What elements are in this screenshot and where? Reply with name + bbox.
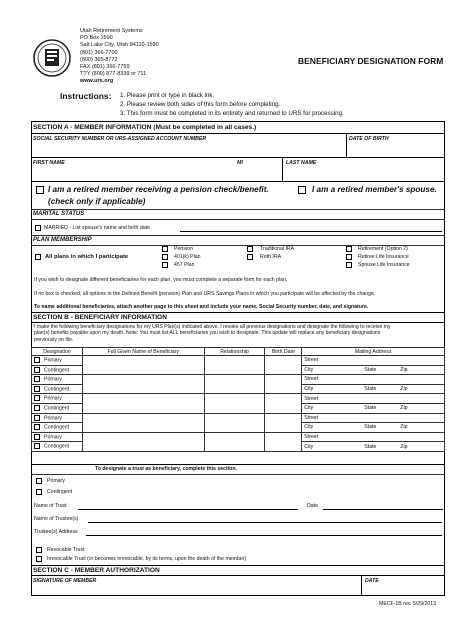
note-additional: To name additional beneficiaries, attach another page to this sheet and include your name, Social Security number, date, and signature. [34, 304, 369, 310]
city-state-zip-field[interactable] [302, 365, 445, 375]
zip-label: Zip [400, 386, 408, 393]
mi-label: MI [237, 160, 243, 166]
contingent-label: Contingent [44, 424, 70, 431]
city-state-zip-field[interactable] [302, 442, 445, 452]
traditional-ira-checkbox[interactable] [247, 246, 253, 252]
signature-date-label: DATE [365, 578, 379, 584]
relationship-field[interactable] [204, 394, 265, 413]
ssn-label: SOCIAL SECURITY NUMBER OR URS-ASSIGNED ACCOUNT NUMBER [33, 136, 207, 142]
beneficiary-name-field[interactable] [82, 375, 204, 394]
trustee-address-label: Trustee(s) Address [34, 529, 78, 535]
first-name-field[interactable] [33, 167, 281, 180]
primary-checkbox[interactable] [34, 376, 40, 382]
org-city: Salt Lake City, Utah 84110-1590 [80, 42, 159, 49]
col-designation: Designation [32, 348, 83, 356]
street-field[interactable] [302, 356, 445, 366]
signature-date-field[interactable] [364, 585, 443, 595]
org-po-box: PO Box 1590 [80, 35, 113, 42]
city-label: City [304, 366, 314, 373]
paragraph-line: I make the following beneficiary designations for my URS Plan(s) indicated above. I revoke all previous designations and designate the following to receive my [34, 324, 391, 330]
plan-membership-label: PLAN MEMBERSHIP [33, 237, 92, 243]
trust-heading: To designate a trust as beneficiary, complete this section. [95, 466, 237, 472]
urs-logo [32, 38, 72, 78]
birth-date-field[interactable] [265, 394, 302, 413]
trust-contingent-checkbox[interactable] [36, 489, 42, 495]
designation-cell [32, 394, 83, 404]
primary-label: Primary [44, 415, 62, 422]
trustee-name-label: Name of Trustee(s) [34, 516, 79, 522]
relationship-field[interactable] [204, 432, 265, 451]
relationship-field[interactable] [204, 356, 265, 375]
instruction-item: 1. Please print or type in black ink. [120, 92, 215, 99]
primary-label: Primary [44, 395, 62, 402]
designation-cell [32, 403, 83, 413]
contingent-checkbox[interactable] [34, 405, 40, 411]
trust-primary-label: Primary [47, 478, 65, 484]
street-label: Street [304, 357, 319, 364]
table-row [32, 375, 445, 385]
col-mailing-address: Mailing Address [302, 348, 445, 356]
org-tty: TTY (800) 877-8339 or 711 [80, 71, 147, 78]
beneficiary-name-field[interactable] [82, 413, 204, 432]
state-label: State [364, 424, 377, 431]
org-address [80, 28, 159, 86]
street-field[interactable] [302, 413, 445, 423]
signature-label: SIGNATURE OF MEMBER [33, 578, 97, 584]
street-label: Street [304, 395, 319, 402]
designation-cell [32, 432, 83, 442]
org-phone-1: (801) 366-7700 [80, 49, 118, 56]
org-fax: FAX (801) 366-7759 [80, 64, 130, 71]
state-label: State [364, 386, 377, 393]
retirement-option2-checkbox[interactable] [346, 246, 352, 252]
beneficiary-name-field[interactable] [82, 394, 204, 413]
section-b-title: SECTION B - BENEFICIARY INFORMATION [33, 314, 167, 321]
retired-spouse-checkbox[interactable] [298, 186, 306, 194]
street-field[interactable] [302, 375, 445, 385]
contingent-label: Contingent [44, 405, 70, 412]
city-label: City [304, 386, 314, 393]
org-website: www.urs.org [80, 78, 114, 85]
col-relationship: Relationship [204, 348, 265, 356]
designation-cell [32, 413, 83, 423]
contingent-label: Contingent [44, 367, 70, 374]
retired-spouse-label: I am a retired member's spouse. [312, 185, 437, 194]
contingent-checkbox[interactable] [34, 367, 40, 373]
street-label: Street [304, 376, 319, 383]
marital-status-label: MARITAL STATUS [33, 211, 85, 217]
section-b-paragraph [34, 324, 390, 343]
zip-label: Zip [400, 443, 408, 450]
instructions-label: Instructions: [60, 91, 112, 101]
designation-cell [32, 356, 83, 366]
trust-contingent-label: Contingent [47, 489, 73, 495]
retired-member-checkbox[interactable] [36, 186, 44, 194]
city-state-zip-field[interactable] [302, 384, 445, 394]
plan-option-label: Pension [174, 246, 193, 252]
spouse-name-field[interactable] [180, 231, 442, 232]
form-code: MECF-1B rev. 5/29/2013 [379, 601, 436, 607]
street-field[interactable] [302, 394, 445, 404]
city-label: City [304, 424, 314, 431]
revocable-trust-checkbox[interactable] [36, 547, 42, 553]
zip-label: Zip [400, 405, 408, 412]
irrevocable-trust-label: Irrevocable Trust (or becomes irrevocable, by its terms, upon the death of the member) [47, 556, 247, 562]
contingent-label: Contingent [44, 443, 70, 450]
trustee-address-field[interactable] [86, 535, 442, 536]
table-row [32, 356, 445, 366]
trust-date-field[interactable] [323, 509, 443, 510]
revocable-trust-label: Revocable Trust [47, 547, 85, 553]
birth-date-field[interactable] [265, 413, 302, 432]
plan-option-label: Spouse Life Insurance [358, 262, 410, 268]
plan-option-label: Retirement (Option 2) [358, 246, 408, 252]
zip-label: Zip [400, 366, 408, 373]
designation-cell [32, 375, 83, 385]
primary-checkbox[interactable] [34, 357, 40, 363]
instruction-item: 2. Please review both sides of this form before completing. [120, 101, 281, 108]
plan-option-label: Retiree Life Insurance [358, 254, 409, 260]
beneficiary-name-field[interactable] [82, 356, 204, 375]
all-plans-label: All plans in which I participate [45, 254, 129, 260]
city-state-zip-field[interactable] [302, 423, 445, 433]
married-label: MARRIED - List spouse's name and birth date [44, 225, 150, 231]
street-field[interactable] [302, 432, 445, 442]
first-name-label: FIRST NAME [33, 160, 65, 166]
org-name: Utah Retirement Systems [80, 28, 143, 34]
dob-label: DATE OF BIRTH [349, 136, 389, 142]
irrevocable-trust-checkbox[interactable] [36, 556, 42, 562]
contingent-checkbox[interactable] [34, 443, 40, 449]
dob-field[interactable] [348, 143, 443, 156]
table-row [32, 432, 445, 442]
designation-cell [32, 365, 83, 375]
city-label: City [304, 443, 314, 450]
check-only-label: (check only if applicable) [48, 197, 146, 206]
birth-date-field[interactable] [265, 356, 302, 375]
city-label: City [304, 405, 314, 412]
street-label: Street [304, 414, 319, 421]
paragraph-line: previously on file. [34, 336, 74, 343]
primary-label: Primary [44, 357, 62, 364]
name-of-trust-label: Name of Trust [34, 503, 67, 509]
city-state-zip-field[interactable] [302, 403, 445, 413]
pension-checkbox[interactable] [162, 246, 168, 252]
trust-primary-checkbox[interactable] [36, 478, 42, 484]
primary-checkbox[interactable] [34, 415, 40, 421]
section-c-title: SECTION C - MEMBER AUTHORIZATION [33, 567, 160, 574]
table-row [32, 394, 445, 404]
instructions-list [120, 91, 344, 118]
spouse-life-checkbox[interactable] [346, 262, 352, 268]
plan-option-label: Roth IRA [260, 254, 282, 260]
trust-date-label: Date [307, 503, 318, 509]
plan-option-label: 401(k) Plan [174, 254, 201, 260]
designation-cell [32, 384, 83, 394]
primary-checkbox[interactable] [34, 434, 40, 440]
ssn-field[interactable] [33, 143, 345, 156]
plan-option-label: Traditional IRA [260, 246, 295, 252]
state-label: State [364, 443, 377, 450]
zip-label: Zip [400, 424, 408, 431]
state-label: State [364, 366, 377, 373]
primary-label: Primary [44, 434, 62, 441]
beneficiary-table [31, 347, 445, 452]
designation-cell [32, 442, 83, 452]
table-header-row [32, 348, 445, 356]
designation-cell [32, 423, 83, 433]
section-a-title: SECTION A - MEMBER INFORMATION (Must be completed in all cases.) [33, 124, 257, 131]
note-no-box: If no box is checked, all options in the Defined Benefit (pension) Plan and URS Savings Plans in which you participate will be affected by the change. [34, 291, 376, 297]
457-checkbox[interactable] [162, 262, 168, 268]
state-label: State [364, 405, 377, 412]
name-of-trust-field[interactable] [78, 509, 298, 510]
retired-member-label: I am a retired member receiving a pension check/benefit. [48, 185, 269, 194]
paragraph-line: plan(s) benefits payable upon my death. Note: You must list ALL beneficiaries you wish to designate. This update will replace any beneficiary designations [34, 330, 381, 337]
relationship-field[interactable] [204, 375, 265, 394]
table-row [32, 413, 445, 423]
note-separate-form: If you wish to designate different beneficiaries for each plan, you must complete a separate form for each plan. [34, 277, 288, 283]
org-phone-2: (800) 365-8772 [80, 56, 118, 63]
signature-field[interactable] [33, 585, 359, 595]
col-birth-date: Birth Date [265, 348, 302, 356]
contingent-checkbox[interactable] [34, 424, 40, 430]
birth-date-field[interactable] [265, 432, 302, 451]
last-name-field[interactable] [284, 167, 443, 180]
col-name: Full Given Name of Beneficiary [82, 348, 204, 356]
relationship-field[interactable] [204, 413, 265, 432]
401k-checkbox[interactable] [162, 254, 168, 260]
birth-date-field[interactable] [265, 375, 302, 394]
instruction-item: 3. This form must be completed in its entirety and returned to URS for processing. [120, 110, 344, 117]
last-name-label: LAST NAME [286, 160, 317, 166]
married-checkbox[interactable] [35, 225, 41, 231]
beneficiary-name-field[interactable] [82, 432, 204, 451]
retiree-life-checkbox[interactable] [346, 254, 352, 260]
primary-label: Primary [44, 376, 62, 383]
all-plans-checkbox[interactable] [35, 254, 41, 260]
plan-option-label: 457 Plan [174, 262, 195, 268]
roth-ira-checkbox[interactable] [247, 254, 253, 260]
form-title: BENEFICIARY DESIGNATION FORM [298, 56, 444, 66]
contingent-checkbox[interactable] [34, 386, 40, 392]
street-label: Street [304, 434, 319, 441]
contingent-label: Contingent [44, 386, 70, 393]
primary-checkbox[interactable] [34, 395, 40, 401]
trustee-name-field[interactable] [88, 522, 442, 523]
